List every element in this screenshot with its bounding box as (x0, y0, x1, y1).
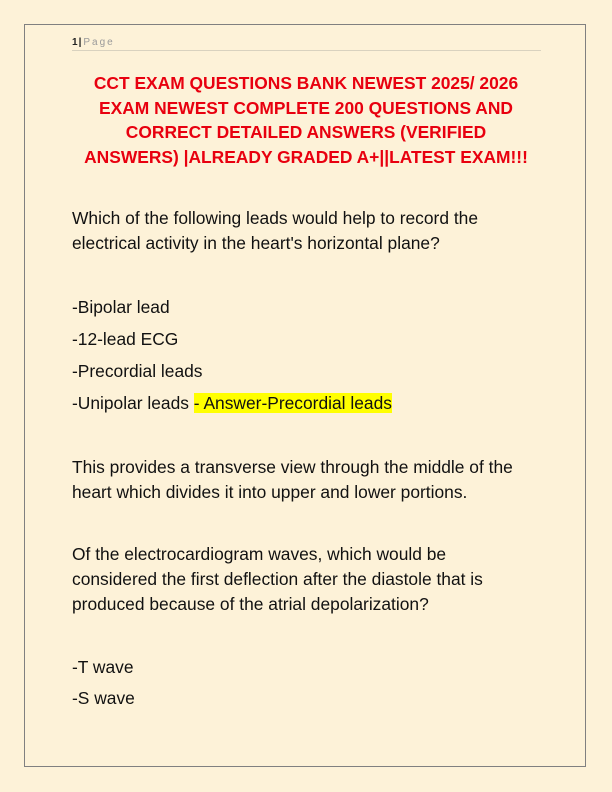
page-number: 1 (72, 37, 78, 48)
question-1-option-3: -Precordial leads (72, 361, 203, 381)
document-title (62, 71, 550, 169)
page-header (72, 36, 541, 51)
question-2-option-2: -S wave (72, 688, 135, 708)
question-1-line-1: Which of the following leads would help to record the (72, 208, 479, 228)
page-label: Page (83, 37, 115, 48)
question-1-option-4-row (72, 391, 392, 416)
question-2-line-3: produced because of the atrial depolarization? (72, 594, 429, 614)
title-line-3: CORRECT DETAILED ANSWERS (VERIFIED (125, 122, 487, 142)
title-line-2: EXAM NEWEST COMPLETE 200 QUESTIONS AND (99, 97, 513, 118)
explanation-line-1: This provides a transverse view through the middle of the (72, 457, 513, 477)
question-2-line-1: Of the electrocardiogram waves, which would be (72, 544, 447, 564)
question-1-option-2: -12-lead ECG (72, 329, 179, 349)
question-1-answer: - Answer-Precordial leads (193, 393, 392, 413)
header-separator: | (78, 37, 82, 48)
question-1-option-4: -Unipolar leads (72, 393, 194, 413)
question-2-line-2: considered the first deflection after the diastole that is (72, 569, 483, 589)
explanation-line-2: heart which divides it into upper and lower portions. (72, 482, 468, 502)
question-1-line-2: electrical activity in the heart's horizontal plane? (72, 233, 440, 253)
question-2-option-1: -T wave (72, 657, 134, 677)
title-line-4: ANSWERS) |ALREADY GRADED A+||LATEST EXAM!!! (84, 146, 528, 167)
title-line-1: CCT EXAM QUESTIONS BANK NEWEST 2025/ 2026 (93, 73, 519, 93)
question-1-option-1: -Bipolar lead (72, 297, 170, 317)
